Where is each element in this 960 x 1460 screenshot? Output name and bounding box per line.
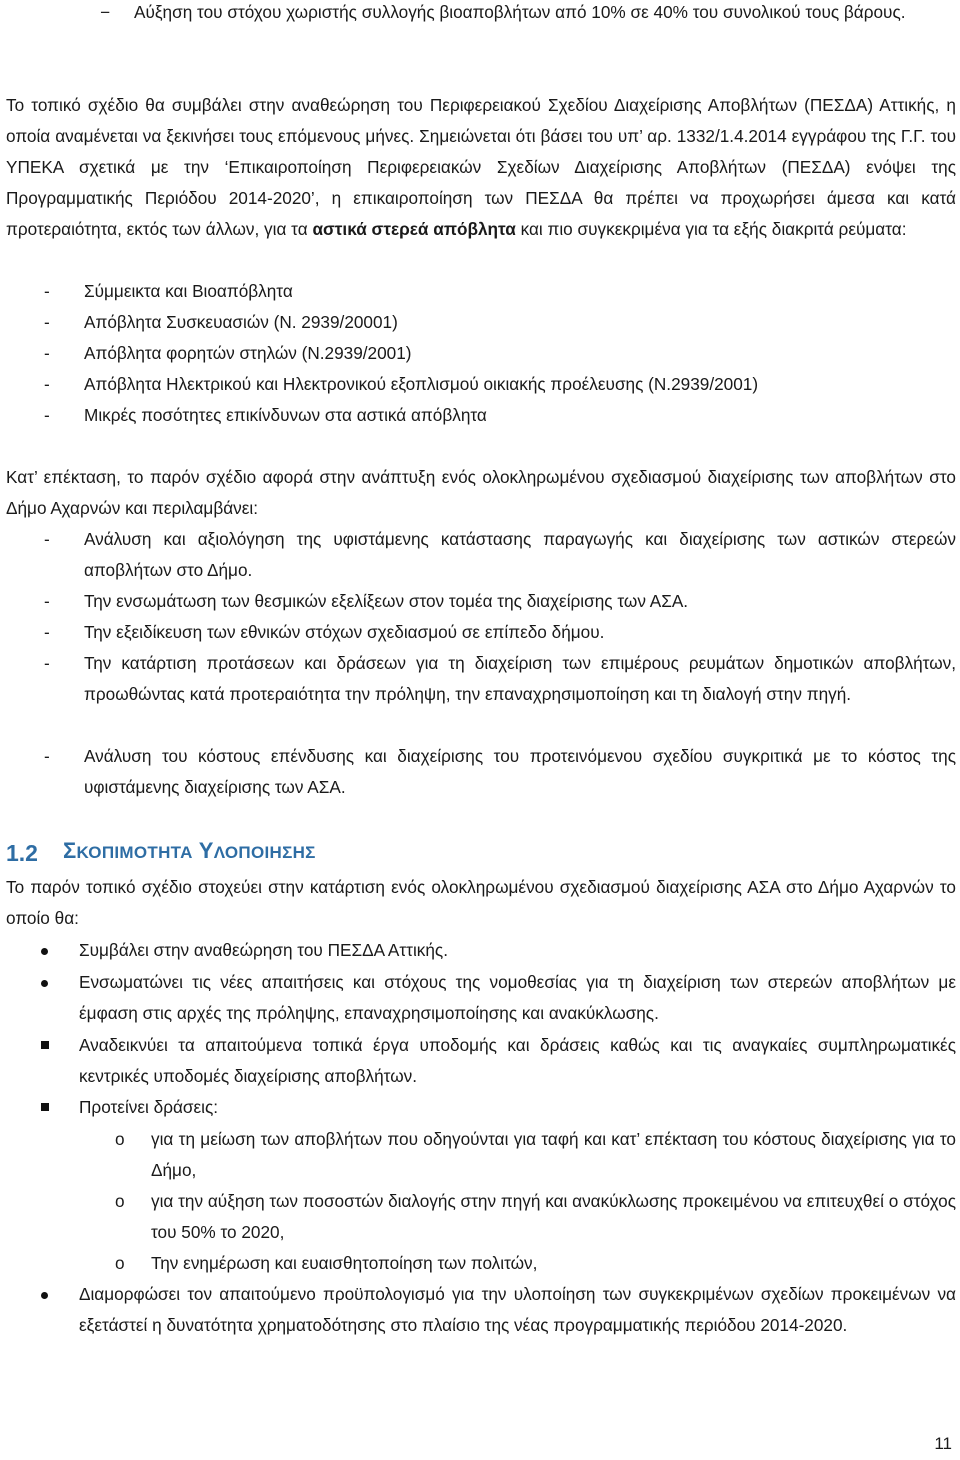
scope-item: Την κατάρτιση προτάσεων και δράσεων για τη διαχείριση των επιμέρους ρευμάτων δημοτικών αποβλήτων, προωθώντας κατά προτεραιότητα την πρόληψη, την επαναχρησιμοποίηση και τη διαλογή στην πηγή. <box>84 653 956 704</box>
list-marker: - <box>44 312 50 332</box>
list-marker: - <box>44 343 50 363</box>
stream-item: Απόβλητα Ηλεκτρικού και Ηλεκτρονικού εξοπλισμού οικιακής προέλευσης (Ν.2939/2001) <box>84 374 759 394</box>
section-number: 1.2 <box>6 840 38 866</box>
scope-item: Ανάλυση του κόστους επένδυσης και διαχείρισης του προτεινόμενου σχεδίου συγκριτικά με το κόστος της υφιστάμενης διαχείρισης των ΑΣΑ. <box>84 746 956 797</box>
list-marker: − <box>100 2 111 22</box>
paragraph-pesda <box>6 90 956 245</box>
aim-item: Ενσωματώνει τις νέες απαιτήσεις και στόχους της νομοθεσίας για τη διαχείριση των στερεών αποβλήτων με έμφαση στις αρχές της πρόληψης, επαναχρησιμοποίησης και ανακύκλωσης. <box>79 972 956 1023</box>
paragraph-aims: Το παρόν τοπικό σχέδιο στοχεύει στην κατάρτιση ενός ολοκληρωμένου σχεδιασμού διαχείρισης ΑΣΑ στο Δήμο Αχαρνών το οποίο θα: <box>6 877 956 928</box>
scope-item: Την ενσωμάτωση των θεσμικών εξελίξεων στον τομέα της διαχείρισης των ΑΣΑ. <box>84 591 689 611</box>
section-title-rest-1: ΚΟΠΙΜΟΤΗΤΑ <box>76 843 193 862</box>
stream-item: Απόβλητα Συσκευασιών (Ν. 2939/20001) <box>84 312 398 332</box>
bullet-dot-icon <box>41 1292 48 1299</box>
aim-sub-item: για την αύξηση των ποσοστών διαλογής στην πηγή και ανακύκλωσης προκειμένου να επιτευχθεί ο στόχος του 50% το 2020, <box>151 1191 956 1242</box>
aim-item: Αναδεικνύει τα απαιτούμενα τοπικά έργα υποδομής και δράσεις καθώς και τις αναγκαίες συμπληρωματικές κεντρικές υποδομές διαχείρισης αποβλήτων. <box>79 1035 956 1086</box>
aim-sub-item: Την ενημέρωση και ευαισθητοποίηση των πολιτών, <box>151 1253 538 1273</box>
sub-list-marker: o <box>115 1129 125 1149</box>
paragraph-scope: Κατ’ επέκταση, το παρόν σχέδιο αφορά στην ανάπτυξη ενός ολοκληρωμένου σχεδιασμού διαχείρισης των αποβλήτων στο Δήμο Αχαρνών και περιλαμβάνει: <box>6 467 956 518</box>
scope-item: Ανάλυση και αξιολόγηση της υφιστάμενης κατάστασης παραγωγής και διαχείρισης των αστικών στερεών αποβλήτων στο Δήμο. <box>84 529 956 580</box>
scope-item: Την εξειδίκευση των εθνικών στόχων σχεδιασμού σε επίπεδο δήμου. <box>84 622 605 642</box>
sub-list-marker: o <box>115 1191 125 1211</box>
paragraph-pesda-text-b: και πιο συγκεκριμένα για τα εξής διακριτά ρεύματα: <box>515 219 907 239</box>
paragraph-pesda-text-a: Το τοπικό σχέδιο θα συμβάλει στην αναθεώρηση του Περιφερειακού Σχεδίου Διαχείρισης Αποβλήτων (ΠΕΣΔΑ) Αττικής, η οποία αναμένεται να ξεκινήσει τους επόμενους μήνες. Σημειώνεται ότι βάσει του υπ’ αρ. 1332/1.4.2014 εγγράφου της Γ.Γ. του ΥΠΕΚΑ σχετικά με την ‘Επικαιροποίηση Περιφερειακών Σχεδίων Διαχείρισης Αποβλήτων (ΠΕΣΔΑ) ενόψει της Προγραμματικής Περιόδου 2014-2020’, η επικαιροποίηση των ΠΕΣΔΑ θα πρέπει να προχωρήσει άμεσα και κατά προτεραιότητα, εκτός των άλλων, για τα <box>6 95 956 239</box>
bullet-dot-icon <box>41 948 48 955</box>
aim-item: Προτείνει δράσεις: <box>79 1097 219 1117</box>
list-marker: - <box>44 405 50 425</box>
page-number: 11 <box>934 1434 952 1453</box>
bullet-dot-icon <box>41 980 48 987</box>
list-marker: - <box>44 591 50 611</box>
stream-item: Απόβλητα φορητών στηλών (Ν.2939/2001) <box>84 343 412 363</box>
stream-item: Μικρές ποσότητες επικίνδυνων στα αστικά απόβλητα <box>84 405 487 425</box>
sub-list-marker: o <box>115 1253 125 1273</box>
bullet-square-icon <box>41 1103 49 1111</box>
aim-item: Συμβάλει στην αναθεώρηση του ΠΕΣΔΑ Αττικής. <box>79 940 448 960</box>
section-title <box>63 838 316 864</box>
aim-item: Διαμορφώσει τον απαιτούμενο προϋπολογισμό για την υλοποίηση των συγκεκριμένων σχεδίων προκειμένων να εξετάστεί η δυνατότητα χρηματοδότησης στο πλαίσιο της νέας προγραμματικής περιόδου 2014-2020. <box>79 1284 956 1335</box>
aim-sub-item: για τη μείωση των αποβλήτων που οδηγούνται για ταφή και κατ’ επέκταση του κόστους διαχείρισης για το Δήμο, <box>151 1129 956 1180</box>
list-marker: - <box>44 653 50 673</box>
top-list-item-text: Αύξηση του στόχου χωριστής συλλογής βιοαποβλήτων από 10% σε 40% του συνολικού τους βάρους. <box>134 2 906 22</box>
section-title-cap-2: Υ <box>198 838 214 863</box>
list-marker: - <box>44 374 50 394</box>
bullet-square-icon <box>41 1041 49 1049</box>
section-title-rest-2: ΛΟΠΟΙΗΣΗΣ <box>213 843 316 862</box>
list-marker: - <box>44 746 50 766</box>
stream-item: Σύμμεικτα και Βιοαπόβλητα <box>84 281 293 301</box>
list-marker: - <box>44 281 50 301</box>
list-marker: - <box>44 529 50 549</box>
list-marker: - <box>44 622 50 642</box>
paragraph-pesda-bold: αστικά στερεά απόβλητα <box>312 219 516 239</box>
section-title-cap-1: Σ <box>63 838 77 863</box>
